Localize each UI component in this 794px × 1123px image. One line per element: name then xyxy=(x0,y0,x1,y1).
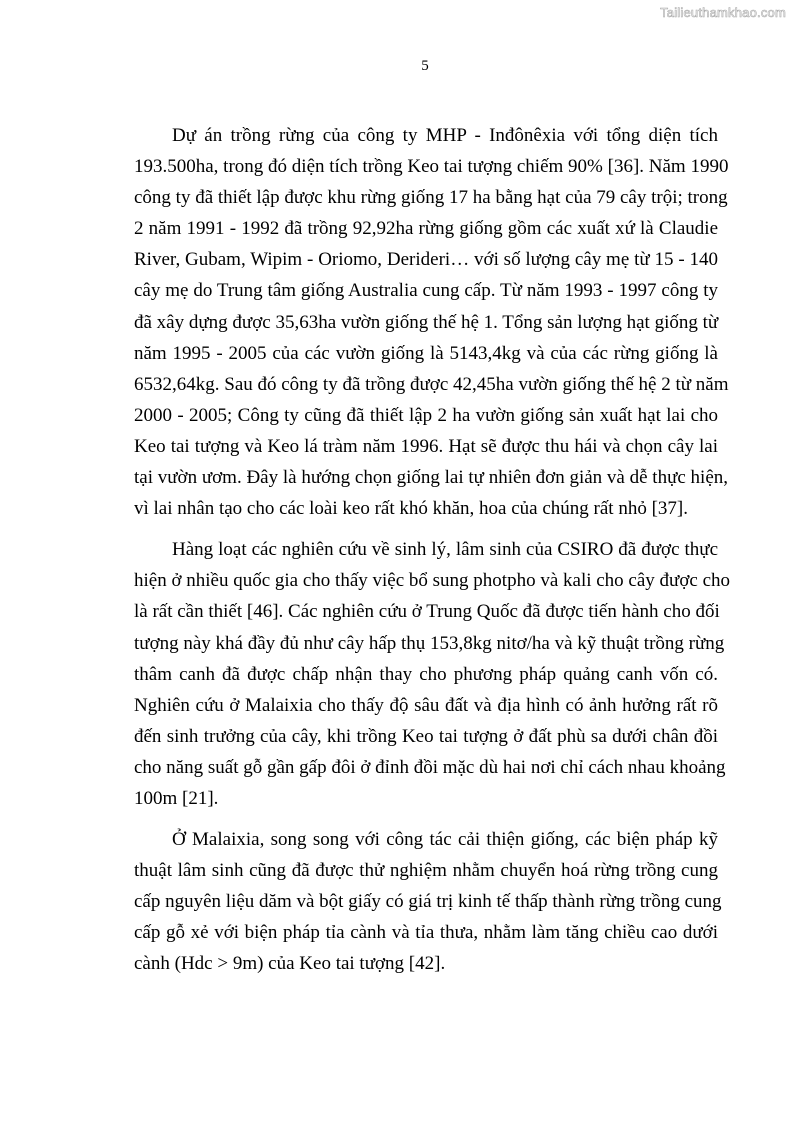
text-line: Ở Malaixia, song song với công tác cải thiện giống, các biện pháp kỹ xyxy=(172,829,718,851)
text-line: cây mẹ do Trung tâm giống Australia cung cấp. Từ năm 1993 - 1997 công ty xyxy=(134,280,718,302)
text-line: Nghiên cứu ở Malaixia cho thấy độ sâu đất và địa hình có ảnh hưởng rất rõ xyxy=(134,694,718,716)
text-line: là rất cần thiết [46]. Các nghiên cứu ở Trung Quốc đã được tiến hành cho đối xyxy=(134,601,720,623)
paragraph-1 xyxy=(134,120,729,524)
text-line: đã xây dựng được 35,63ha vườn giống thế hệ 1. Tổng sản lượng hạt giống từ xyxy=(134,311,719,333)
text-line: cấp nguyên liệu dăm và bột giấy có giá trị kinh tế thấp thành rừng trồng cung xyxy=(134,891,722,913)
text-line: công ty đã thiết lập được khu rừng giống 17 ha bằng hạt của 79 cây trội; trong xyxy=(134,187,728,209)
text-line: Dự án trồng rừng của công ty MHP - Inđônêxia với tổng diện tích xyxy=(172,125,718,146)
text-line: 2 năm 1991 - 1992 đã trồng 92,92ha rừng giống gồm các xuất xứ là Claudie xyxy=(134,218,718,240)
document-body xyxy=(134,120,731,980)
text-line: 6532,64kg. Sau đó công ty đã trồng được 42,45ha vườn giống thế hệ 2 từ năm xyxy=(134,373,729,395)
watermark: Tailieuthamkhao.com xyxy=(660,5,786,20)
text-line: năm 1995 - 2005 của các vườn giống là 5143,4kg và của các rừng giống là xyxy=(134,342,718,364)
text-line: 2000 - 2005; Công ty cũng đã thiết lập 2 ha vườn giống sản xuất hạt lai cho xyxy=(134,404,718,426)
paragraph-2 xyxy=(134,534,731,814)
text-line: tượng này khá đầy đủ như cây hấp thụ 153,8kg nitơ/ha và kỹ thuật trồng rừng xyxy=(134,632,725,654)
text-line: thuật lâm sinh cũng đã được thử nghiệm nhằm chuyển hoá rừng trồng cung xyxy=(134,860,718,882)
text-line: vì lai nhân tạo cho các loài keo rất khó khăn, hoa của chúng rất nhỏ [37]. xyxy=(134,498,688,520)
text-line: cấp gỗ xẻ với biện pháp tỉa cành và tỉa thưa, nhằm làm tăng chiều cao dưới xyxy=(134,922,718,944)
text-line: River, Gubam, Wipim - Oriomo, Derideri… với số lượng cây mẹ từ 15 - 140 xyxy=(134,249,718,271)
text-line: 100m [21]. xyxy=(134,787,219,809)
text-line: đến sinh trưởng của cây, khi trồng Keo tai tượng ở đất phù sa dưới chân đồi xyxy=(134,725,718,747)
text-line: cho năng suất gỗ gần gấp đôi ở đỉnh đồi mặc dù hai nơi chỉ cách nhau khoảng xyxy=(134,756,726,778)
text-line: 193.500ha, trong đó diện tích trồng Keo tai tượng chiếm 90% [36]. Năm 1990 xyxy=(134,156,729,178)
paragraph-3 xyxy=(134,824,722,979)
text-line: cành (Hdc > 9m) của Keo tai tượng [42]. xyxy=(134,953,446,975)
text-line: hiện ở nhiều quốc gia cho thấy việc bổ sung photpho và kali cho cây được cho xyxy=(134,570,731,592)
page-number: 5 xyxy=(421,58,429,74)
text-line: tại vườn ươm. Đây là hướng chọn giống lai tự nhiên đơn giản và dễ thực hiện, xyxy=(134,467,729,489)
text-line: Keo tai tượng và Keo lá tràm năm 1996. Hạt sẽ được thu hái và chọn cây lai xyxy=(134,435,718,457)
text-line: Hàng loạt các nghiên cứu về sinh lý, lâm sinh của CSIRO đã được thực xyxy=(172,539,718,561)
text-line: thâm canh đã được chấp nhận thay cho phương pháp quảng canh vốn có. xyxy=(134,663,718,685)
